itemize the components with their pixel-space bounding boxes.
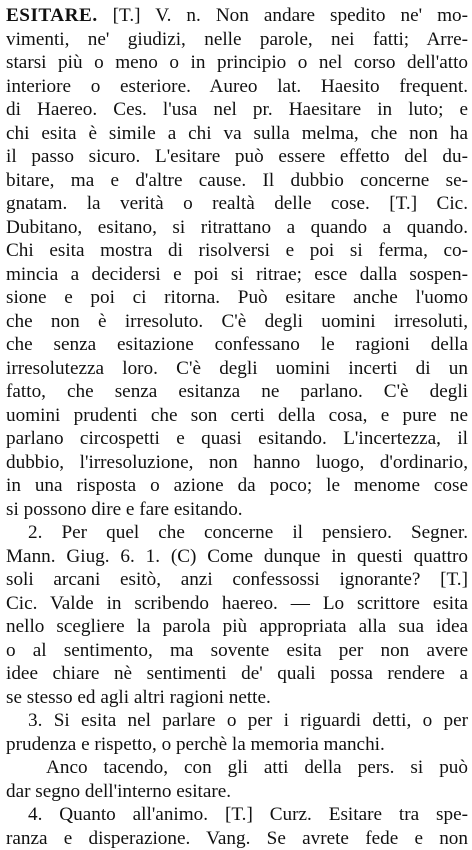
entry-line: fatto, che senza esitanza ne parlano. C'è degli [6, 380, 468, 404]
entry-line: Chi esita mostra di risolversi e poi si ferma, co- [6, 239, 468, 263]
entry-line: dubbio, l'irresoluzione, non hanno luogo, d'ordinario, [6, 451, 468, 475]
sense-line: nello scegliere la parola più appropriata alla sua idea [6, 615, 468, 639]
entry-line: in una risposta o azione da poco; le menome cose [6, 474, 468, 498]
entry-line: interiore o esteriore. Aureo lat. Haesito frequent. [6, 75, 468, 99]
sense-4 [6, 803, 468, 850]
entry-esitare [6, 4, 468, 521]
entry-line: vimenti, ne' giudizi, nelle parole, nei fatti; Arre- [6, 28, 468, 52]
sense-line: 2. Per quel che concerne il pensiero. Segner. [6, 521, 468, 545]
entry-line: chi esita è simile a chi va sulla melma, che non ha [6, 122, 468, 146]
sense-line: idee chiare nè sentimenti de' quali possa rendere a [6, 662, 468, 686]
entry-line: di Haereo. Ces. l'usa nel pr. Haesitare in luto; e [6, 98, 468, 122]
sense-line: soli arcani esitò, anzi confessossi ignorante? [T.] [6, 568, 468, 592]
sense-line: Cic. Valde in scribendo haereo. — Lo scrittore esita [6, 592, 468, 616]
entry-line: sione e poi ci ritorna. Può esitare anche l'uomo [6, 286, 468, 310]
sense-line: Mann. Giug. 6. 1. (C) Come dunque in questi quattro [6, 545, 468, 569]
entry-line-1-text: [T.] V. n. Non andare spedito ne' mo- [113, 5, 468, 26]
sense-2 [6, 521, 468, 709]
sense-line: Anco tacendo, con gli atti della pers. si può [6, 756, 468, 780]
sense-line: se stesso ed agli altri ragioni nette. [6, 686, 468, 710]
sense-line: o al sentimento, ma sovente esita per non avere [6, 639, 468, 663]
entry-line: parlano circospetti e quasi esitando. L'incertezza, il [6, 427, 468, 451]
entry-line: che non è irresoluto. C'è degli uomini irresoluti, [6, 310, 468, 334]
sense-line: dar segno dell'interno esitare. [6, 780, 468, 804]
entry-line: il passo sicuro. L'esitare può essere effetto del du- [6, 145, 468, 169]
sense-line: 3. Si esita nel parlare o per i riguardi detti, o per [6, 709, 468, 733]
entry-line: starsi più o meno o in principio o nel corso dell'atto [6, 51, 468, 75]
sense-line: ranza e disperazione. Vang. Se avrete fede e non [6, 827, 468, 850]
sense-line: prudenza e rispetto, o perchè la memoria manchi. [6, 733, 468, 757]
entry-line: bitare, ma e d'altre cause. Il dubbio concerne se- [6, 169, 468, 193]
entry-line: che senza esitazione confessano le ragioni della [6, 333, 468, 357]
entry-line-1 [6, 4, 468, 28]
sense-line: 4. Quanto all'animo. [T.] Curz. Esitare tra spe- [6, 803, 468, 827]
headword: ESITARE. [6, 5, 98, 26]
entry-line: irresolutezza loro. C'è degli uomini incerti di un [6, 357, 468, 381]
entry-line: gnatam. la verità o realtà delle cose. [T.] Cic. [6, 192, 468, 216]
entry-line: si possono dire e fare esitando. [6, 498, 468, 522]
entry-line: Dubitano, esitano, si ritrattano a quando a quando. [6, 216, 468, 240]
entry-line: uomini prudenti che son certi della cosa, e pure ne [6, 404, 468, 428]
sense-3 [6, 709, 468, 803]
entry-line: mincia a decidersi e poi si ritrae; esce dalla sospen- [6, 263, 468, 287]
